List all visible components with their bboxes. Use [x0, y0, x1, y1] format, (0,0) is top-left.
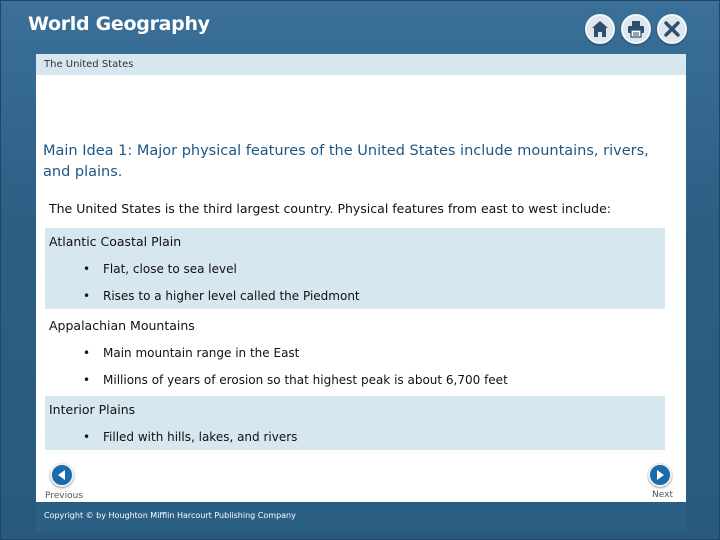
list-item: [45, 423, 665, 450]
copyright-footer: Copyright © by Houghton Mifflin Harcourt Publishing Company: [36, 503, 686, 531]
list-item: [45, 366, 665, 393]
print-button[interactable]: [621, 14, 651, 44]
section-heading: Interior Plains: [49, 402, 136, 417]
next-label[interactable]: Next: [652, 490, 673, 500]
home-button[interactable]: [585, 14, 615, 44]
bullet-icon: •: [83, 429, 91, 444]
slide-content: [36, 54, 686, 502]
list-item-text: Filled with hills, lakes, and rivers: [103, 429, 298, 444]
section-heading: Atlantic Coastal Plain: [49, 234, 182, 249]
list-item-text: Rises to a higher level called the Piedmont: [103, 288, 360, 303]
arrow-left-icon: [56, 469, 68, 481]
app-title: World Geography: [28, 13, 210, 35]
main-idea-heading: Main Idea 1: Major physical features of the United States include mountains, rivers, and plains.: [43, 143, 649, 180]
intro-text: The United States is the third largest country. Physical features from east to west include:: [49, 201, 611, 216]
list-item-text: Flat, close to sea level: [103, 261, 237, 276]
list-item: [45, 282, 665, 309]
list-item: [45, 255, 665, 282]
list-item-text: Millions of years of erosion so that highest peak is about 6,700 feet: [103, 372, 508, 387]
close-icon: [663, 20, 681, 38]
bullet-icon: •: [83, 372, 91, 387]
list-item-text: Main mountain range in the East: [103, 345, 300, 360]
section-interior-plains: [45, 396, 665, 450]
section-atlantic-coastal-plain: [45, 228, 665, 309]
bullet-icon: •: [83, 345, 91, 360]
bullet-icon: •: [83, 261, 91, 276]
print-icon: [627, 20, 645, 38]
previous-label[interactable]: Previous: [45, 491, 84, 501]
next-button[interactable]: [648, 463, 672, 487]
list-item: [45, 339, 665, 366]
close-button[interactable]: [657, 14, 687, 44]
home-icon: [591, 20, 609, 38]
arrow-right-icon: [654, 469, 666, 481]
slide-subtitle: The United States: [36, 54, 686, 75]
section-appalachian-mountains: [45, 312, 665, 393]
section-heading: Appalachian Mountains: [49, 318, 195, 333]
bullet-icon: •: [83, 288, 91, 303]
top-toolbar: [585, 14, 687, 44]
previous-button[interactable]: [50, 463, 74, 487]
